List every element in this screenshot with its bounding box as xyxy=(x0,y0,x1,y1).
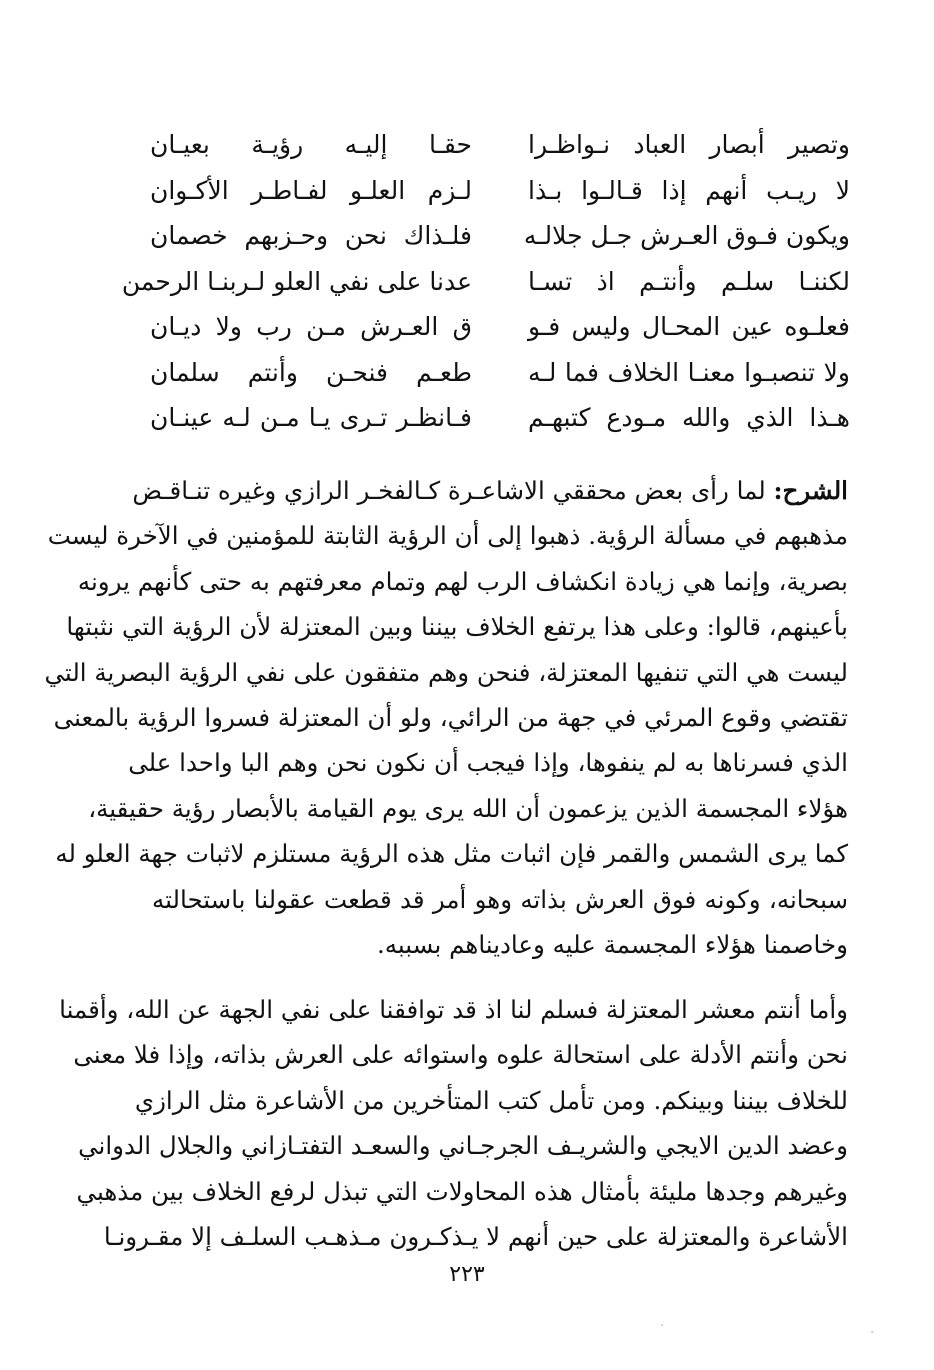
poem-block xyxy=(121,122,850,441)
poem-hemistich-right: ويكون فـوق العـرش جـل جلالـه xyxy=(523,221,850,251)
paragraph-line: وخاصمنا هؤلاء المجسمة عليه وعاديناهم بسببه. xyxy=(376,929,848,959)
paragraph-line: كما يرى الشمس والقمر فإن اثبات مثل هذه الرؤية مستلزم لاثبات جهة العلو له xyxy=(55,839,848,869)
paragraph-line: الذي فسرناها به لم ينفوها، وإذا فيجب أن نكون نحن وهم البا واحدا على xyxy=(128,748,848,778)
poem-hemistich-left: عدنا على نفي العلو لـربنـا الرحمن xyxy=(121,266,472,296)
poem-hemistich-right: لكننـا سلـم وأنتـم اذ تسـا xyxy=(528,266,850,296)
poem-hemistich-left: فلـذاك نحن وحـزبهم خصمان xyxy=(150,221,472,251)
paragraph-line: هؤلاء المجسمة الذين يزعمون أن الله يرى يوم القيامة بالأبصار رؤية حقيقية، xyxy=(88,793,848,823)
paragraph-line: مذهبهم في مسألة الرؤية. ذهبوا إلى أن الرؤية الثابتة للمؤمنين في الآخرة ليست xyxy=(47,521,848,551)
poem-row xyxy=(150,168,850,214)
paragraph-line: ليست هي التي تنفيها المعتزلة، فنحن وهم متفقون على نفي الرؤية البصرية التي xyxy=(44,657,848,687)
paragraph-line: وأما أنتم معشر المعتزلة فسلم لنا اذ قد توافقنا على نفي الجهة عن الله، وأقمنا xyxy=(59,995,848,1024)
poem-hemistich-right: وتصير أبصار العباد نـواظـرا xyxy=(528,130,850,160)
poem-row xyxy=(150,304,850,350)
paragraph-line: بأعينهم، قالوا: وعلى هذا يرتفع الخلاف بيننا وبين المعتزلة لأن الرؤية التي نثبتها xyxy=(66,612,848,642)
scan-speck: · xyxy=(660,1318,665,1334)
commentary-label: الشرح: xyxy=(773,476,848,505)
poem-hemistich-left: لـزم العلـو لفـاطـر الأكـوان xyxy=(150,175,472,205)
poem-hemistich-right: ولا تنصبـوا معنـا الخلاف فما لـه xyxy=(528,357,850,387)
paragraph-line: بصرية، وإنما هي زيادة انكشاف الرب لهم وتمام معرفتهم به حتى كأنهم يرونه xyxy=(77,566,848,596)
paragraph-line: الأشاعرة والمعتزلة على حين أنهم لا يـذكـرون مـذهـب السلـف إلا مقـرونـا xyxy=(103,1221,848,1251)
paragraph-line: للخلاف بيننا وبينكم. ومن تأمل كتب المتأخرين من الأشاعرة مثل الرازي xyxy=(134,1085,848,1115)
paragraph-line xyxy=(132,468,848,513)
paragraph-line: وغيرهم وجدها مليئة بأمثال هذه المحاولات التي تبذل لرفع الخلاف بين مذهبي xyxy=(76,1176,848,1206)
poem-row xyxy=(121,259,850,305)
poem-hemistich-right: هـذا الذي والله مـودع كتبهـم xyxy=(528,403,850,433)
paragraph-line: سبحانه، وكونه فوق العرش بذاته وهو أمر قد قطعت عقولنا باستحالته xyxy=(152,884,848,914)
poem-hemistich-left: حقـا إليـه رؤيـة بعيـان xyxy=(150,130,472,160)
paragraph-line: وعضد الدين الايجي والشريـف الجرجـاني والسعـد التفتـازاني والجلال الدواني xyxy=(78,1131,848,1161)
commentary-paragraph xyxy=(44,468,848,967)
poem-row xyxy=(150,213,850,259)
paragraph-line: نحن وأنتم الأدلة على استحالة علوه واستوائه على العرش بذاته، وإذا فلا معنى xyxy=(73,1040,848,1070)
poem-hemistich-left: طعـم فنحـن وأنتم سلمان xyxy=(150,357,472,387)
poem-hemistich-right: فعلـوه عين المحـال وليس فـو xyxy=(528,312,850,342)
poem-hemistich-right: لا ريـب أنهم إذا قـالـوا بـذا xyxy=(528,175,850,205)
poem-hemistich-left: فـانظـر تـرى يـا مـن لـه عينـان xyxy=(150,403,472,433)
poem-row xyxy=(150,395,850,441)
paragraph-line: تقتضي وقوع المرئي في جهة من الرائي، ولو أن المعتزلة فسروا الرؤية بالمعنى xyxy=(53,702,848,732)
scan-speck: · xyxy=(870,1325,875,1341)
poem-hemistich-left: ق العـرش مـن رب ولا ديـان xyxy=(150,312,472,342)
body-paragraph xyxy=(59,987,848,1259)
poem-row xyxy=(150,350,850,396)
page-number: ٢٢٣ xyxy=(449,1262,485,1287)
line-text: لما رأى بعض محققي الاشاعـرة كـالفخـر الرازي وغيره تنـاقـض xyxy=(132,476,774,505)
poem-row xyxy=(150,122,850,168)
